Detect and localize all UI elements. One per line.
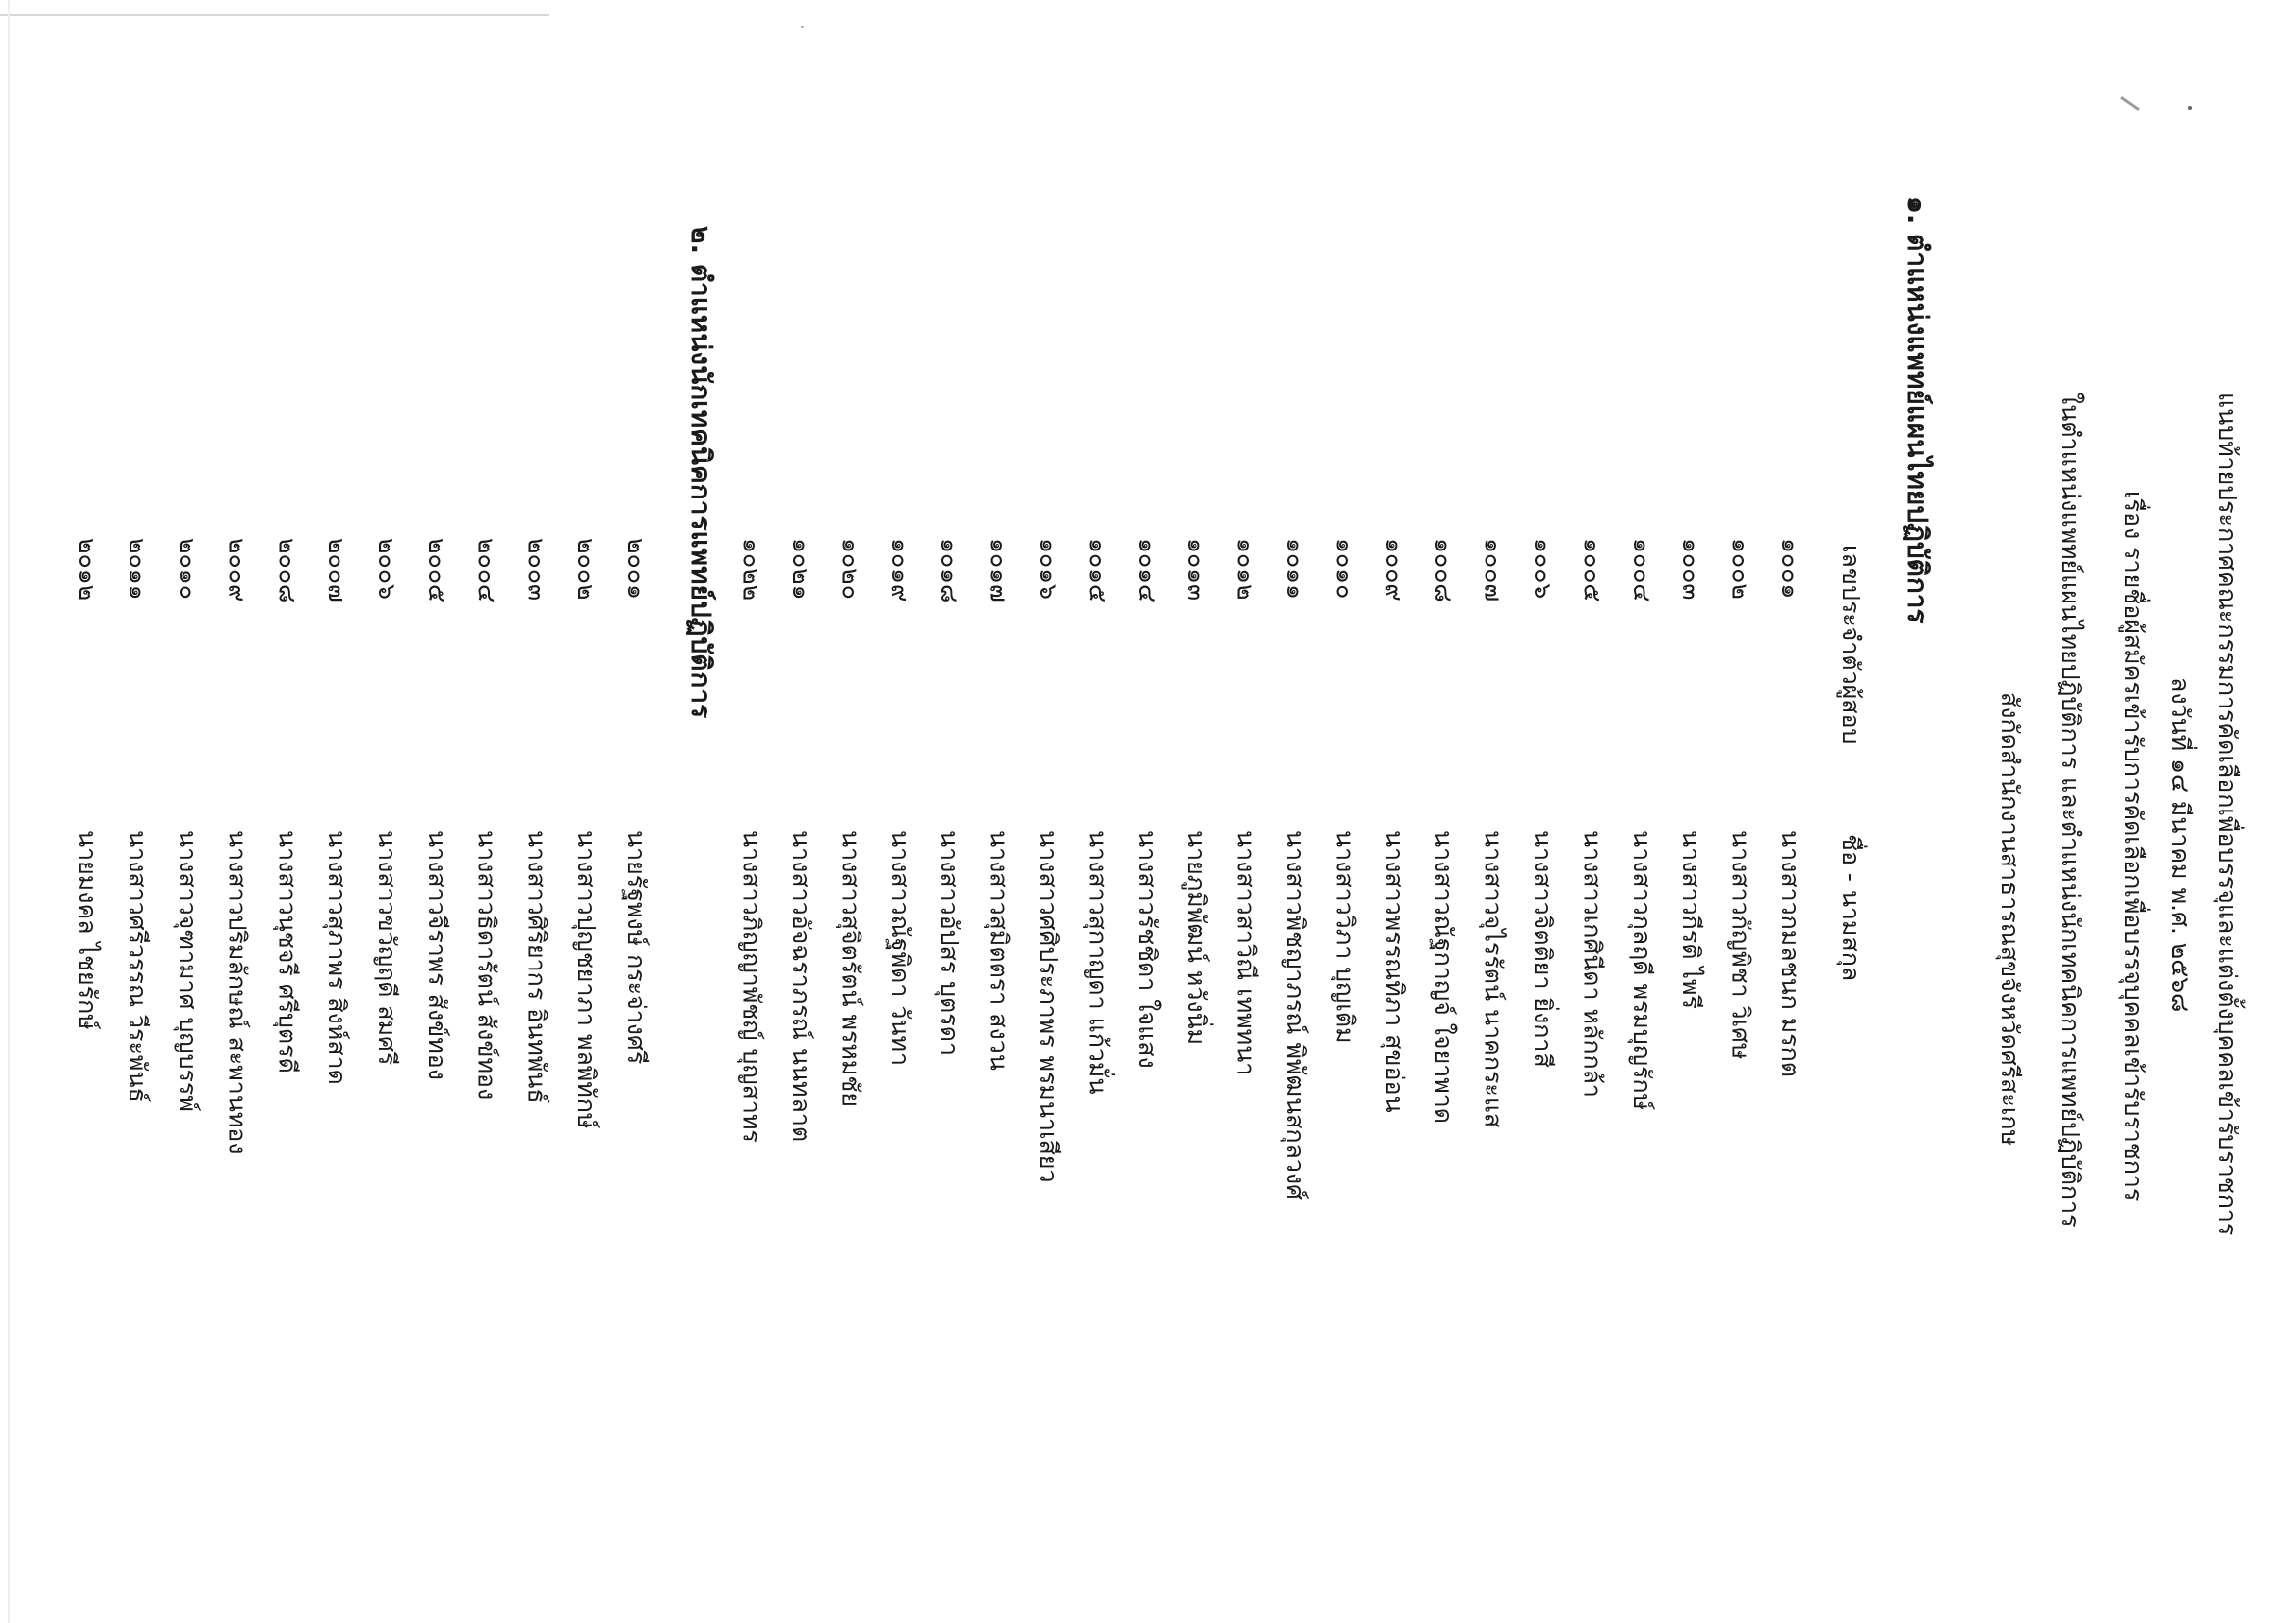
- list-item-id: ๒๐๐๕: [422, 538, 451, 602]
- list-item-name: นายรัฐพงษ์ กระจ่างศรี: [622, 830, 651, 1065]
- list-item-id: ๑๐๑๓: [1182, 538, 1212, 602]
- dot-mark: [801, 26, 804, 28]
- list-item-id: ๑๐๐๖: [1529, 538, 1557, 600]
- header-line-3: เรื่อง รายชื่อผู้สมัครเข้ารับการคัดเลือกเพื่อบรรจุบุคคลเข้ารับราชการ: [2119, 491, 2148, 1202]
- list-item-name: นางสาวศศิประภาพร พรมนาเสียว: [1034, 830, 1063, 1183]
- list-item-name: นางสาวจุฑามาศ บุญบรรพ์: [173, 830, 202, 1112]
- list-item-name: นางสาวศรีวรรณ วีระพันธ์: [124, 830, 152, 1103]
- list-item-name: นางสาวจิตติยา ยิ่งกาสี: [1529, 830, 1557, 1068]
- list-item-id: ๑๐๑๙: [885, 538, 914, 602]
- column-header-id: เลขประจำตัวผู้สอบ: [1837, 545, 1865, 745]
- list-item-name: นางสาววิภา บุญเติม: [1331, 830, 1360, 1044]
- header-line-1: แนบท้ายประกาศคณะกรรมการคัดเลือกเพื่อบรรจุและแต่งตั้งบุคคลเข้ารับราชการ: [2214, 393, 2242, 1236]
- list-item-name: นางสาวสุกาญดา แก้วมั่น: [1083, 830, 1113, 1095]
- list-item-name: นางสาวกีรติ ไพรี: [1677, 830, 1706, 1009]
- header-line-5: สังกัดสำนักงานสาธารณสุขจังหวัดศรีสะเกษ: [1996, 692, 2024, 1147]
- list-item-id: ๑๐๒๒: [737, 538, 766, 602]
- list-item-name: นายภูมิพัฒน์ หวังนิ่ม: [1182, 830, 1212, 1046]
- list-item-id: ๑๐๐๒: [1726, 538, 1755, 600]
- list-item-name: นางสาวสุมิตตรา สงวน: [984, 830, 1014, 1071]
- list-item-name: นางสาวกมลชนก มรกต: [1776, 830, 1804, 1078]
- list-item-name: นางสาวณัฐกาญจ์ ใจยาพาด: [1430, 830, 1459, 1125]
- list-item-name: นางสาวกัญพิชา วิเศษ: [1726, 830, 1755, 1060]
- list-item-id: ๑๐๒๑: [787, 538, 815, 601]
- list-item-id: ๑๐๐๑: [1776, 538, 1804, 600]
- scan-edge-top: [0, 14, 549, 16]
- scan-edge-left: [8, 0, 10, 1623]
- list-item-id: ๒๐๐๙: [223, 538, 252, 602]
- list-item-id: ๑๐๐๘: [1430, 538, 1459, 602]
- list-item-name: นายมงคล ไชยรักษ์: [74, 830, 103, 1030]
- list-item-name: นางสาวอัปสร บุตรดา: [935, 830, 965, 1056]
- list-item-id: ๑๐๑๘: [935, 538, 965, 603]
- list-item-id: ๒๐๐๑: [622, 538, 651, 600]
- list-item-name: นางสาวกุลฤดี พรมบุญรักษ์: [1627, 830, 1656, 1111]
- list-item-name: นางสาวปริมลักษณ์ สะพานทอง: [223, 830, 252, 1155]
- list-item-id: ๑๐๑๕: [1083, 538, 1113, 602]
- header-line-4: ในตำแหน่งแพทย์แผนไทยปฏิบัติการ และตำแหน่งนักเทคนิคการแพทย์ปฏิบัติการ: [2057, 393, 2085, 1228]
- list-item-name: นางสาวพรรณทิภา สุขอ่อน: [1380, 830, 1409, 1113]
- list-item-name: นางสาวรัชชิดา ใจแสง: [1132, 830, 1162, 1069]
- section-2-title: ๒. ตำแหน่งนักเทคนิคการแพทย์ปฏิบัติการ: [685, 226, 717, 719]
- list-item-name: นางสาวภิญญาพัชญ์ บุญสาทร: [737, 830, 766, 1143]
- list-item-name: นางสาวนุชจรี ศรีบุตรดี: [273, 830, 302, 1073]
- list-item-name: นางสาวอัจฉราภรณ์ นนทลาต: [787, 830, 815, 1143]
- list-item-id: ๑๐๑๗: [984, 538, 1014, 602]
- list-item-id: ๒๐๑๑: [124, 538, 152, 601]
- header-line-2: ลงวันที่ ๑๔ มีนาคม พ.ศ. ๒๕๖๘: [2166, 677, 2195, 1013]
- pen-mark: [2120, 96, 2140, 111]
- list-item-id: ๑๐๑๒: [1231, 538, 1261, 601]
- list-item-id: ๑๐๑๖: [1034, 538, 1063, 600]
- list-item-id: ๑๐๐๙: [1380, 538, 1409, 602]
- list-item-id: ๑๐๑๑: [1281, 538, 1310, 600]
- list-item-name: นางสาวจีราพร สังข์ทอง: [422, 830, 451, 1080]
- list-item-id: ๒๐๐๖: [373, 538, 401, 600]
- list-item-name: นางสาวณัฐพิดา วันทา: [885, 830, 914, 1067]
- list-item-name: นางสาวสุภาพร สิงห์สาด: [323, 830, 352, 1085]
- list-item-id: ๒๐๐๗: [323, 538, 352, 602]
- list-item-id: ๒๐๐๒: [572, 538, 601, 601]
- list-item-id: ๑๐๐๓: [1677, 538, 1706, 601]
- list-item-name: นางสาวสาวิณี เทพทนา: [1231, 830, 1261, 1076]
- list-item-id: ๑๐๑๐: [1331, 538, 1360, 600]
- list-item-id: ๒๐๐๘: [273, 538, 302, 603]
- list-item-name: นางสาวศิริยากร อินทพันธ์: [522, 830, 551, 1104]
- list-item-name: นางสาวธิดารัตน์ สังข์ทอง: [472, 830, 501, 1101]
- list-item-id: ๒๐๐๔: [472, 538, 501, 602]
- dot-mark: [2188, 106, 2192, 110]
- list-item-name: นางสาวจุไรรัตน์ นาคกระแส: [1479, 830, 1508, 1128]
- list-item-id: ๒๐๑๒: [74, 538, 103, 602]
- list-item-name: นางสาวพิชญาภรณ์ พิพัฒนสกุลวงศ์: [1281, 830, 1310, 1200]
- section-1-title: ๑. ตำแหน่งแพทย์แผนไทยปฏิบัติการ: [1902, 196, 1934, 624]
- list-item-name: นางสาวสุจิตรัตน์ พรหมชัย: [836, 830, 865, 1107]
- list-item-id: ๒๐๐๓: [522, 538, 551, 602]
- list-item-id: ๑๐๐๗: [1479, 538, 1508, 602]
- list-item-id: ๑๐๐๔: [1627, 538, 1656, 602]
- column-header-name: ชื่อ - นามสกุล: [1837, 834, 1865, 982]
- list-item-id: ๑๐๑๔: [1132, 538, 1162, 602]
- list-item-id: ๑๐๐๕: [1578, 538, 1607, 602]
- list-item-name: นางสาวปุญชยาภา พลพิทักษ์: [572, 830, 601, 1129]
- list-item-id: ๑๐๒๐: [836, 538, 865, 600]
- list-item-name: นางสาวเกศินีดา หลักกล้า: [1578, 830, 1607, 1098]
- list-item-name: นางสาวขวัญฤดี สมศรี: [373, 830, 401, 1066]
- list-item-id: ๒๐๑๐: [173, 538, 202, 600]
